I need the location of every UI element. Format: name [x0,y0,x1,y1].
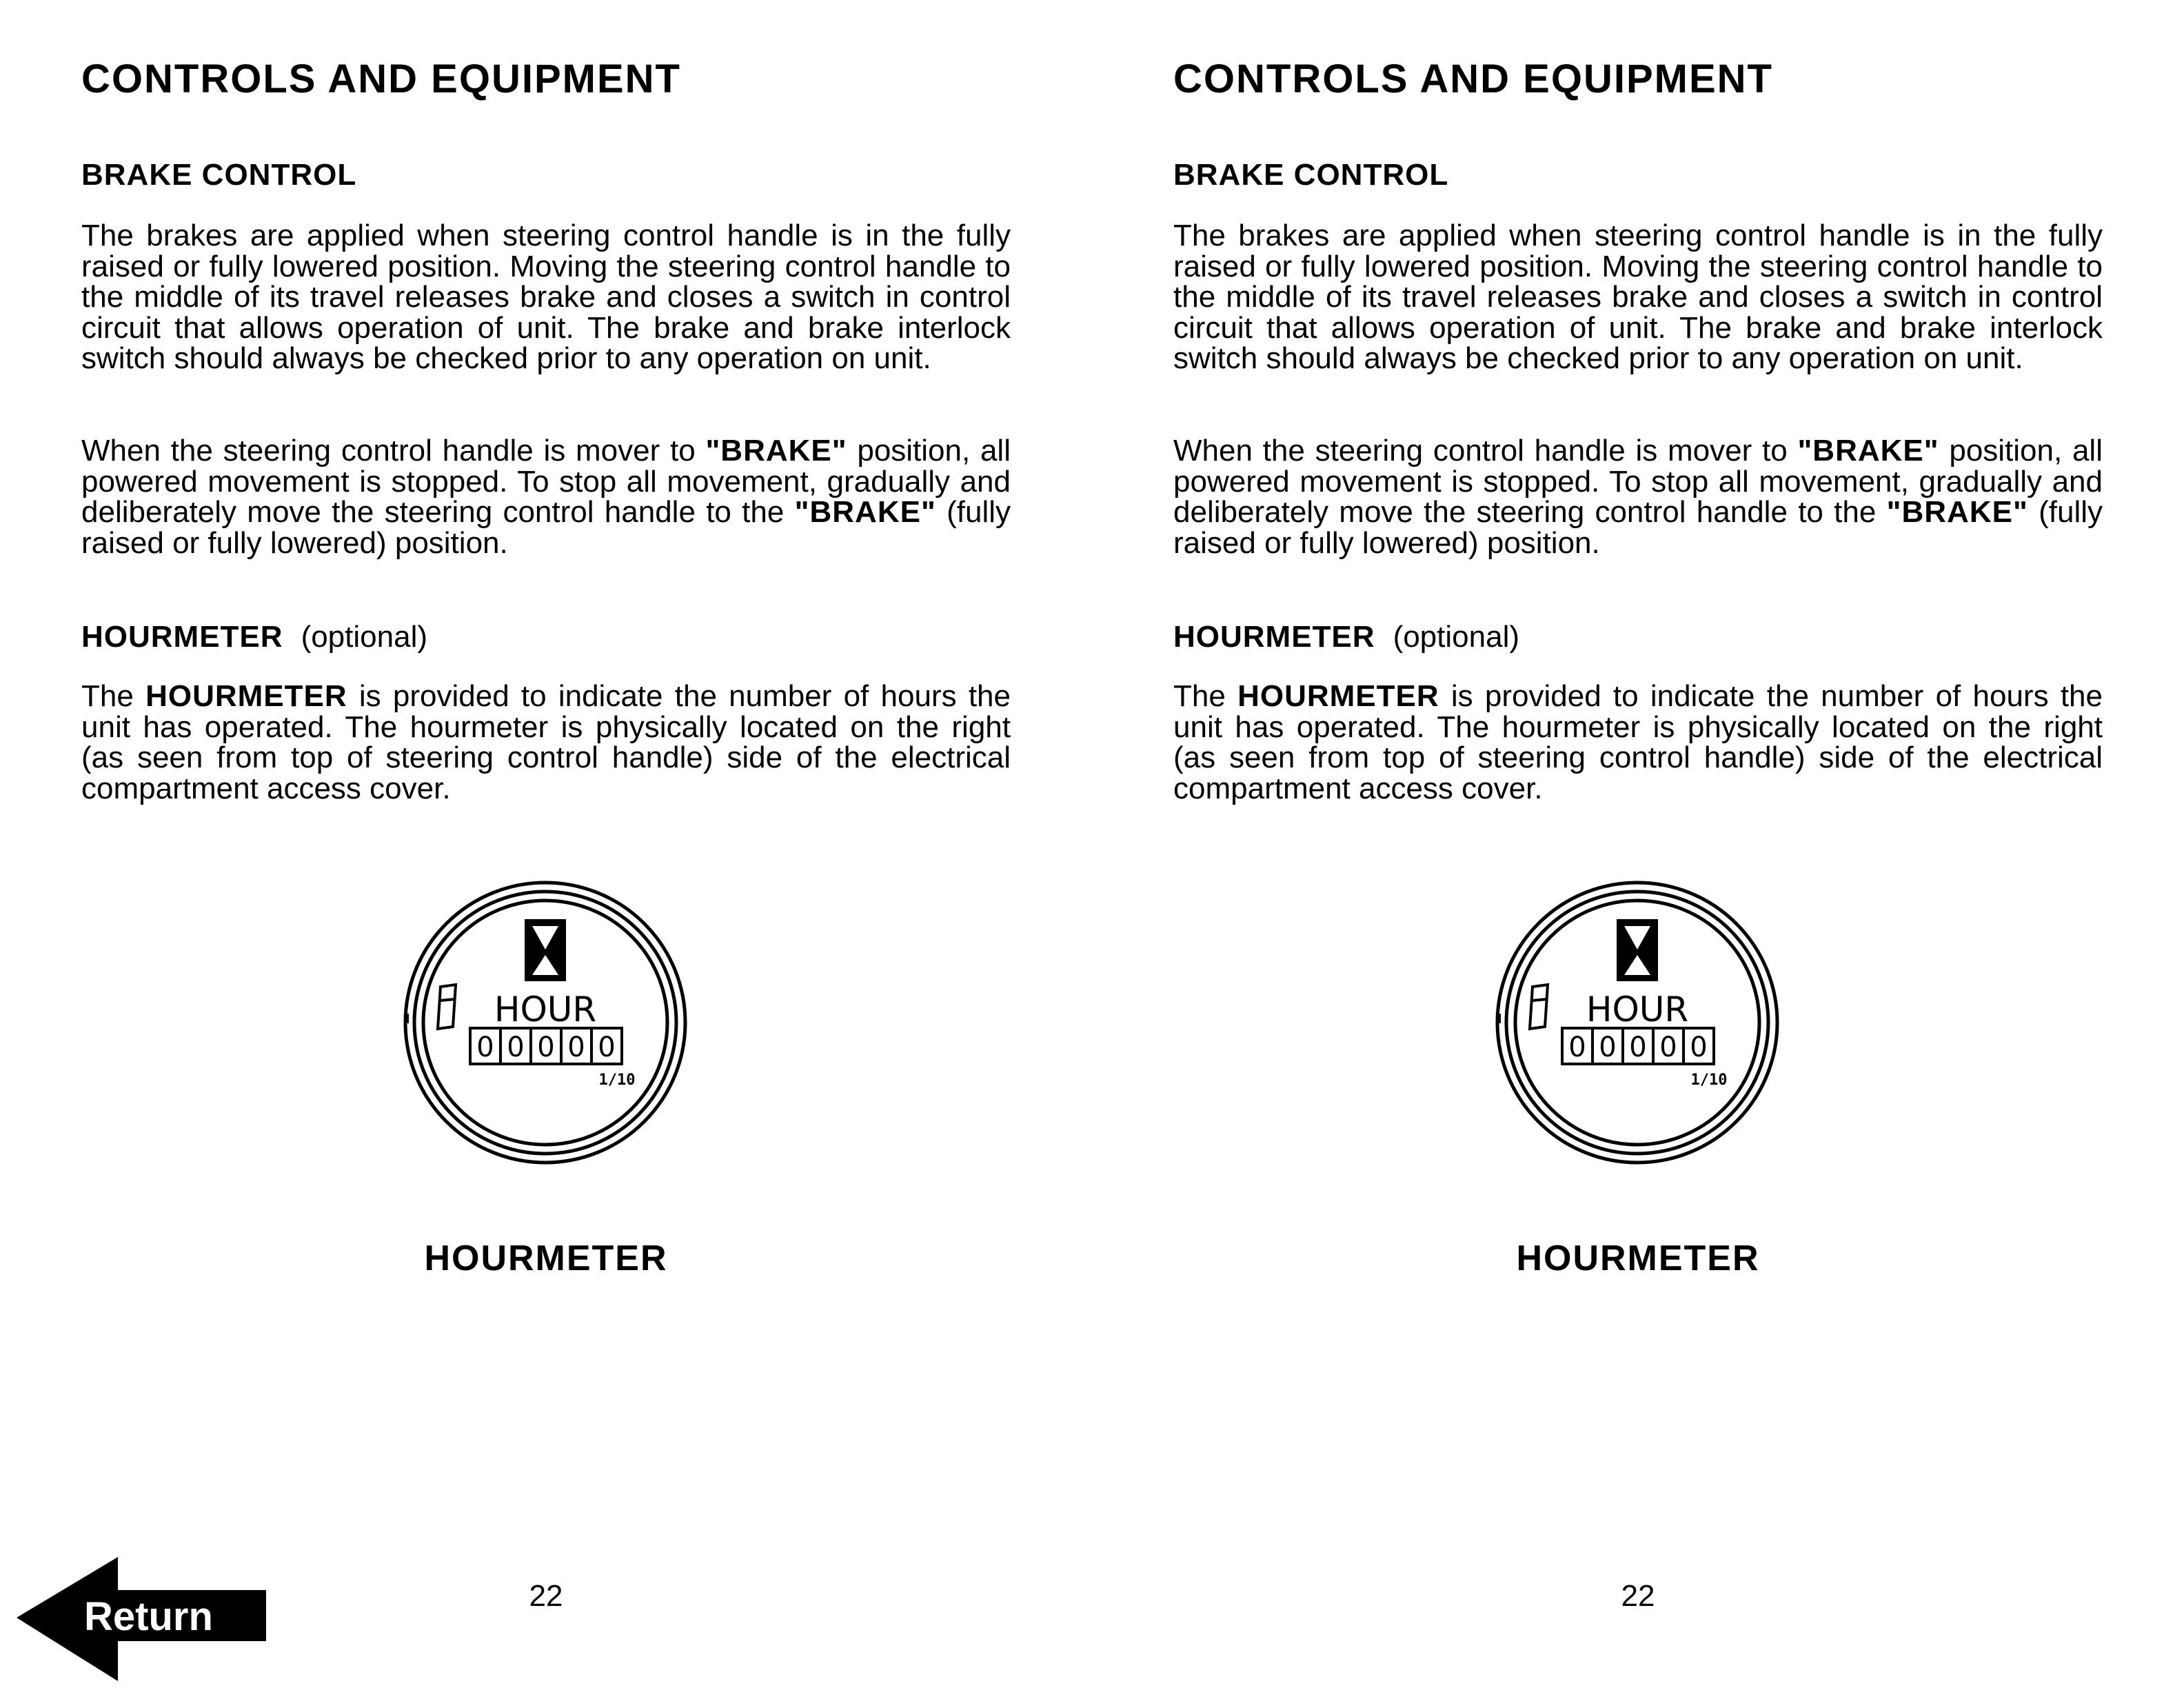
text-run: The [1173,679,1238,713]
page-title: CONTROLS AND EQUIPMENT [1173,57,1773,101]
page-title: CONTROLS AND EQUIPMENT [81,57,681,101]
hourmeter-illustration [1493,878,1782,1167]
counter-digit: 0 [1599,1032,1617,1063]
brake-control-heading: BRAKE CONTROL [81,158,357,192]
brake-emphasis: "BRAKE" [705,434,847,468]
hourmeter-paragraph [81,681,1011,804]
counter-digit: 0 [1690,1032,1708,1063]
hourmeter-heading-label: HOURMETER [1173,620,1375,654]
hourmeter-heading-label: HOURMETER [81,620,283,654]
hourmeter-heading [1173,619,2103,655]
return-label: Return [84,1594,213,1639]
hourmeter-illustration [401,878,690,1167]
text-run: (fully raised or fully lowered) position. [1173,495,2103,560]
hour-label: HOUR [494,989,597,1029]
return-button[interactable] [17,1557,266,1681]
text-run: The [81,679,146,713]
text-run: position, all powered movement is stopped. To stop all movement, gradually and deliberately move the steering control handle to the [81,434,1011,530]
brake-control-heading: BRAKE CONTROL [1173,158,1449,192]
brake-emphasis: "BRAKE" [1886,495,2028,530]
counter-digit: 0 [1629,1032,1647,1063]
brake-paragraph-2 [1173,436,2103,559]
counter-digit: 0 [1659,1032,1677,1063]
counter-digit: 0 [598,1032,616,1063]
hourmeter-heading [81,619,1011,655]
scale-label: 1/10 [1690,1072,1728,1089]
manual-page-right [1092,0,2184,1688]
hourglass-icon [1617,919,1658,981]
text-run: position, all powered movement is stopped. To stop all movement, gradually and deliberately move the steering control handle to the [1173,434,2103,530]
brake-paragraph-1: The brakes are applied when steering control handle is in the fully raised or fully lowered position. Moving the steering control handle to the middle of its travel releases brake and closes a switch in control circuit that allows operation of unit. The brake and brake interlock switch should always be checked prior to any operation on unit. [81,219,1011,376]
hourglass-icon [525,919,566,981]
hourmeter-paragraph [1173,681,2103,804]
hour-label: HOUR [1586,989,1689,1029]
hourmeter-emphasis: HOURMETER [1237,679,1439,713]
page-number: 22 [1621,1579,1655,1613]
text-run: (fully raised or fully lowered) position. [81,495,1011,560]
figure-caption: HOURMETER [1516,1238,1760,1278]
brake-emphasis: "BRAKE" [1797,434,1939,468]
hourmeter-gauge-icon [1493,878,1782,1167]
text-run: When the steering control handle is mover to [81,434,706,468]
brake-paragraph-1: The brakes are applied when steering control handle is in the fully raised or fully lowered position. Moving the steering control handle to the middle of its travel releases brake and closes a switch in control circuit that allows operation of unit. The brake and brake interlock switch should always be checked prior to any operation on unit. [1173,219,2103,376]
optional-note: (optional) [301,620,427,654]
brake-emphasis: "BRAKE" [794,495,936,530]
indicator-tab-icon [438,985,456,1029]
counter-digit: 0 [537,1032,555,1063]
figure-caption: HOURMETER [424,1238,668,1278]
hourmeter-emphasis: HOURMETER [145,679,347,713]
counter-digit: 0 [507,1032,525,1063]
scale-label: 1/10 [598,1072,636,1089]
brake-paragraph-2 [81,436,1011,559]
text-run: When the steering control handle is mover to [1173,434,1798,468]
hourmeter-gauge-icon [401,878,690,1167]
counter-digit: 0 [567,1032,585,1063]
text-run: is provided to indicate the number of hours the unit has operated. The hourmeter is physically located on the right (as seen from top of steering control handle) side of the electrical compartment access cover. [1173,679,2103,805]
page-number: 22 [529,1579,563,1613]
indicator-tab-icon [1530,985,1548,1029]
text-run: is provided to indicate the number of hours the unit has operated. The hourmeter is physically located on the right (as seen from top of steering control handle) side of the electrical compartment access cover. [81,679,1011,805]
counter-digit: 0 [476,1032,494,1063]
counter-digit: 0 [1568,1032,1586,1063]
optional-note: (optional) [1393,620,1519,654]
